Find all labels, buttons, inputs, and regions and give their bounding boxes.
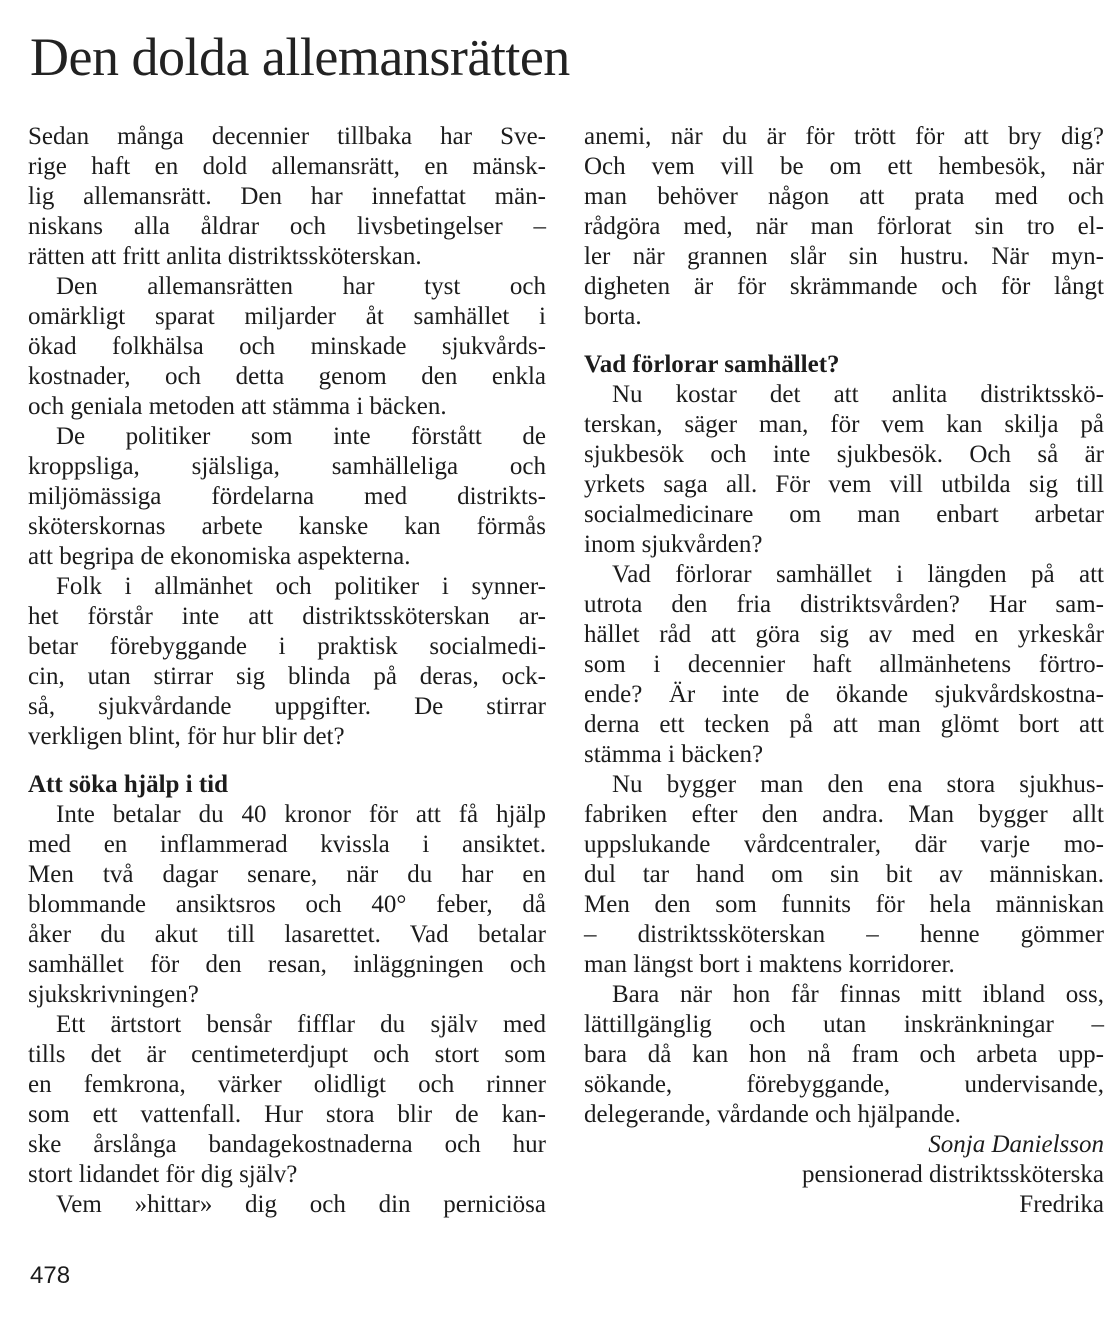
text-line: hället råd att göra sig av med en yrkeskår <box>584 621 1104 648</box>
text-line: lig allemansrätt. Den har innefattat män- <box>28 183 546 210</box>
text-line: åker du akut till lasarettet. Vad betalar <box>28 921 546 948</box>
text-line: socialmedicinare om man enbart arbetar <box>584 501 1104 528</box>
article-title: Den dolda allemansrätten <box>30 27 570 87</box>
text-line: rådgöra med, när man förlorat sin tro el- <box>584 213 1104 240</box>
text-line: ökad folkhälsa och minskade sjukvårds- <box>28 333 546 360</box>
text-line: stort lidandet för dig själv? <box>28 1161 298 1188</box>
text-line: och geniala metoden att stämma i bäcken. <box>28 393 447 420</box>
text-line: en femkrona, värker olidligt och rinner <box>28 1071 546 1098</box>
text-line: derna ett tecken på att man glömt bort att <box>584 711 1104 738</box>
text-line: utrota den fria distriktsvården? Har sam- <box>584 591 1104 618</box>
page-number: 478 <box>30 1262 71 1289</box>
left-column <box>28 122 546 1220</box>
text-line: Inte betalar du 40 kronor för att få hjälp <box>56 801 546 828</box>
text-line: cin, utan stirrar sig blinda på deras, ock- <box>28 663 546 690</box>
text-line: som ett vattenfall. Hur stora blir de kan- <box>28 1101 546 1128</box>
text-line: sjukskrivningen? <box>28 981 199 1008</box>
text-line: kroppsliga, själsliga, samhälleliga och <box>28 453 546 480</box>
text-line: tills det är centimeterdjupt och stort som <box>28 1041 546 1068</box>
text-line: ske årslånga bandagekostnaderna och hur <box>28 1131 546 1158</box>
text-line: Bara när hon får finnas mitt ibland oss, <box>612 981 1104 1008</box>
text-line: borta. <box>584 303 642 330</box>
text-line: sköterskornas arbete kanske kan förmås <box>28 513 546 540</box>
text-line: niskans alla åldrar och livsbetingelser – <box>28 213 546 240</box>
text-line: inom sjukvården? <box>584 531 763 558</box>
text-line: man behöver någon att prata med och <box>584 183 1104 210</box>
text-line: sökande, förebyggande, undervisande, <box>584 1071 1104 1098</box>
text-line: så, sjukvårdande uppgifter. De stirrar <box>28 693 546 720</box>
text-line: terskan, säger man, för vem kan skilja på <box>584 411 1104 438</box>
text-line: Vad förlorar samhället i längden på att <box>612 561 1104 588</box>
text-line: Folk i allmänhet och politiker i synner- <box>56 573 546 600</box>
text-line: Nu kostar det att anlita distriktsskö- <box>612 381 1104 408</box>
author-detail: Fredrika <box>1019 1191 1104 1218</box>
text-line: sjukbesök och inte sjukbesök. Och så är <box>584 441 1104 468</box>
section-heading: Vad förlorar samhället? <box>584 351 840 378</box>
text-line: ler när grannen slår sin hustru. När myn- <box>584 243 1104 270</box>
text-line: ende? Är inte de ökande sjukvårdskostna- <box>584 681 1104 708</box>
text-line: het förstår inte att distriktssköterskan ar- <box>28 603 546 630</box>
right-column <box>584 122 1104 1220</box>
text-line: Ett ärtstort bensår fifflar du själv med <box>56 1011 546 1038</box>
text-line: med en inflammerad kvissla i ansiktet. <box>28 831 546 858</box>
text-line: lättillgänglig och utan inskränkningar – <box>584 1011 1104 1038</box>
text-line: omärkligt sparat miljarder åt samhället i <box>28 303 546 330</box>
text-line: rige haft en dold allemansrätt, en mänsk- <box>28 153 546 180</box>
text-line: – distriktssköterskan – henne gömmer <box>584 921 1104 948</box>
text-line: betar förebyggande i praktisk socialmedi- <box>28 633 546 660</box>
text-line: rätten att fritt anlita distriktssköterskan. <box>28 243 422 270</box>
text-line: Och vem vill be om ett hembesök, när <box>584 153 1104 180</box>
text-line: Nu bygger man den ena stora sjukhus- <box>612 771 1104 798</box>
section-heading: Att söka hjälp i tid <box>28 771 229 798</box>
text-line: fabriken efter den andra. Man bygger allt <box>584 801 1104 828</box>
text-line: dul tar hand om sin bit av människan. <box>584 861 1104 888</box>
text-line: Den allemansrätten har tyst och <box>56 273 546 300</box>
text-line: man längst bort i maktens korridorer. <box>584 951 955 978</box>
text-line: Sedan många decennier tillbaka har Sve- <box>28 123 546 150</box>
text-line: delegerande, vårdande och hjälpande. <box>584 1101 961 1128</box>
text-line: som i decennier haft allmänhetens förtro- <box>584 651 1104 678</box>
text-line: miljömässiga fördelarna med distrikts- <box>28 483 546 510</box>
text-line: att begripa de ekonomiska aspekterna. <box>28 543 411 570</box>
text-line: kostnader, och detta genom den enkla <box>28 363 546 390</box>
text-line: De politiker som inte förstått de <box>56 423 546 450</box>
text-line: stämma i bäcken? <box>584 741 764 768</box>
text-line: samhället för den resan, inläggningen och <box>28 951 546 978</box>
text-line: digheten är för skrämmande och för långt <box>584 273 1104 300</box>
text-line: Men den som funnits för hela människan <box>584 891 1104 918</box>
text-line: Vem »hittar» dig och din perniciösa <box>56 1191 546 1218</box>
author-detail: pensionerad distriktssköterska <box>801 1161 1104 1188</box>
author-name: Sonja Danielsson <box>928 1131 1104 1158</box>
text-line: anemi, när du är för trött för att bry dig? <box>584 123 1104 150</box>
text-line: verkligen blint, för hur blir det? <box>28 723 345 750</box>
text-line: blommande ansiktsros och 40° feber, då <box>28 891 546 918</box>
text-line: yrkets saga all. För vem vill utbilda sig till <box>584 471 1104 498</box>
text-line: bara då kan hon nå fram och arbeta upp- <box>584 1041 1104 1068</box>
text-line: Men två dagar senare, när du har en <box>28 861 546 888</box>
text-line: uppslukande vårdcentraler, där varje mo- <box>584 831 1104 858</box>
